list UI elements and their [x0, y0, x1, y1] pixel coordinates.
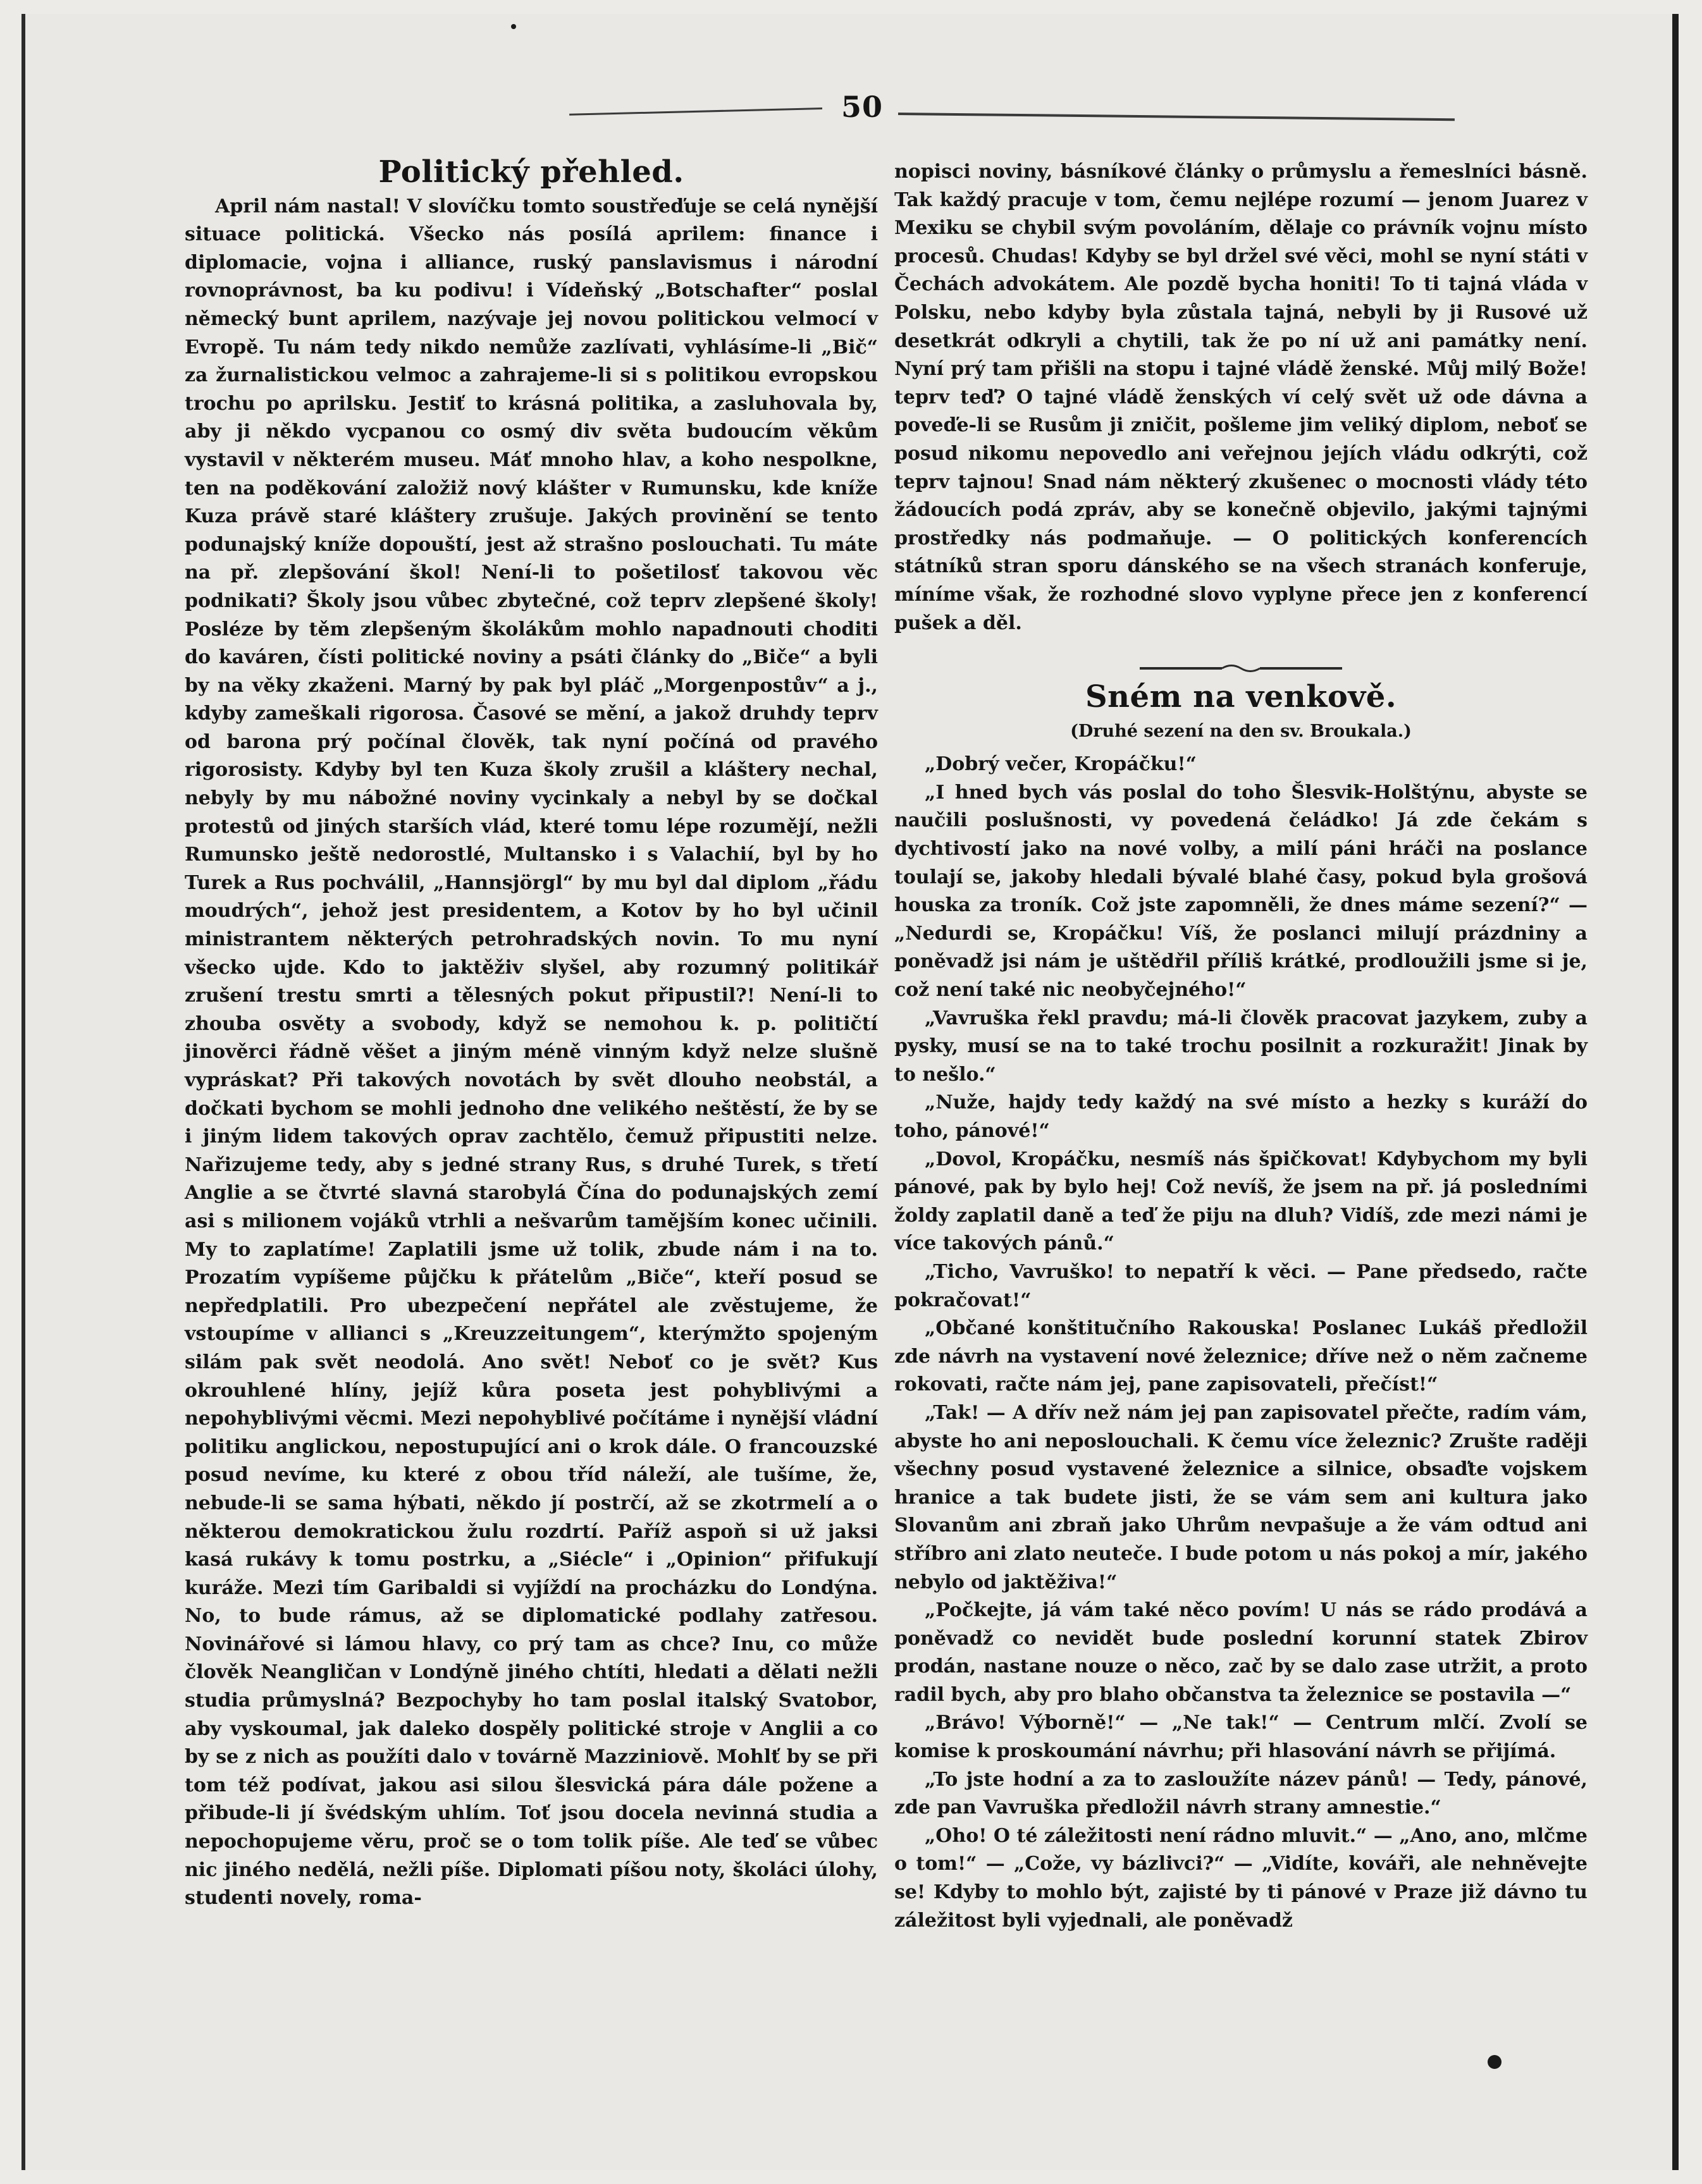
- ink-speckle: [1488, 2055, 1502, 2069]
- paragraph: „I hned bych vás poslal do toho Šlesvik-Holštýnu, abyste se naučili poslušnosti, vy povedená čeládko! Já zde čekám s dychtivostí jako na nové volby, a milí páni hráči na poslance toulají se, jakoby hledali bývalé blahé časy, pokud byla grošová houska za troník. Což jste zapomněli, že dnes máme sezení?“ — „Nedurdi se, Kropáčku! Víš, že poslanci milují prázdniny a poněvadž jsi nám je uštědřil příliš krátké, prodloužili jsme si je, což není také nic neobyčejného!“: [894, 781, 1588, 1002]
- paragraph: „Občané konštitučního Rakouska! Poslanec Lukáš předložil zde návrh na vystavení nové železnice; dříve než o něm začneme rokovati, račte nám jej, pane zapisovateli, přečíst!“: [894, 1317, 1588, 1396]
- paragraph: April nám nastal! V slovíčku tomto soustřeďuje se celá nynější situace politická. Všecko nás posílá aprilem: finance i diplomacie, vojna i alliance, ruský panslavismus i národní rovnoprávnost, ba ku podivu! i Vídeňský „Botschafter“ poslal německý bunt aprilem, nazývaje jej novou politickou velmocí v Evropě. Tu nám tedy nikdo nemůže zazlívati, vyhlásíme-li „Bič“ za žurnalistickou velmoc a zahrajeme-li si s politikou evropskou trochu po aprilsku. Jestiť to krásná politika, a zasluhovala by, aby ji někdo vycpanou co osmý div světa budoucím věkům vystavil v některém museu. Máť mnoho hlav, a koho nespolkne, ten na poděkování založiž nový klášter v Rumunsku, kde kníže Kuza právě staré kláštery zrušuje. Jakých provinění se tento podunajský kníže dopouští, jest až strašno poslouchati. Tu máte na př. zlepšování škol! Není-li to pošetilosť takovou věc podnikati? Školy jsou vůbec zbytečné, což teprv zlepšené školy! Posléze by těm zlepšeným školákům mohlo napadnouti choditi do kaváren, čísti politické noviny a psáti články do „Biče“ a byli by na věky zkaženi. Marný by pak byl pláč „Morgenpostův“ a j., kdyby zameškali rigorosa. Časové se mění, a jakož druhdy teprv od barona prý počínal člověk, tak nyní počíná od pravého rigorosisty. Kdyby byl ten Kuza školy zrušil a kláštery nechal, nebyly by mu nábožné noviny vycinkaly a nebyl by se dočkal protestů od jiných starších vlád, které tomu lépe rozumějí, nežli Rumunsko ještě nedorostlé, Multansko i s Valachií, byl by ho Turek a Rus pochválil, „Hannsjörgl“ by mu byl dal diplom „řádu moudrých“, jehož jest presidentem, a Kotov by ho byl učinil ministrantem některých petrohradských novin. To mu nyní všecko ujde. Kdo to jaktěživ slyšel, aby rozumný politikář zrušení trestu smrti a tělesných pokut připustil?! Není-li to zhouba osvěty a svobody, když se nemohou k. p. političtí jinověrci řádně věšet a jiným méně vinným když nelze slušně vypráskat? Při takových novotách by svět dlouho neobstál, a dočkati bychom se mohli jednoho dne velikého neštěstí, že by se i jiným lidem takových oprav zachtělo, čemuž připustiti nelze. Nařizujeme tedy, aby s jedné strany Rus, s druhé Turek, s třetí Anglie a se čtvrté slavná starobylá Čína do podunajských zemí asi s milionem vojáků vtrhli a nešvarům tamějším konec učinili. My to zaplatíme! Zaplatili jsme už tolik, zbude nám i na to. Prozatím vypíšeme půjčku k přátelům „Biče“, kteří posud se nepředplatili. Pro ubezpečení nepřátel ale zvěstujeme, že vstoupíme v allianci s „Kreuzzeitungem“, kterýmžto spojeným silám pak svět neodolá. Ano svět! Neboť co je svět? Kus okrouhlené hlíny, jejíž kůra poseta jest pohyblivými a nepohyblivými věcmi. Mezi nepohyblivé počítáme i nynější vládní politiku anglickou, nepostupující ani o krok dále. O francouzské posud nevíme, ku které z obou tříd náleží, ale tušíme, že, nebude-li se sama hýbati, někdo jí postrčí, až se zkotrmelí a o některou demokratickou žulu rozdrtí. Paříž aspoň si už jaksi kasá rukávy k tomu postrku, a „Siécle“ i „Opinion“ přifukují kuráže. Mezi tím Garibaldi si vyjíždí na procházku do Londýna. No, to bude rámus, až se diplomatické podlahy zatřesou. Novinářové si lámou hlavy, co prý tam as chce? Inu, co může člověk Neangličan v Londýně jiného chtíti, hledati a dělati nežli studia průmyslná? Bezpochyby ho tam poslal italský Svatobor, aby vyskoumal, jak daleko dospěly politické stroje v Anglii a co by se z nich as použíti dalo v továrně Mazziniově. Mohlť by se při tom též podívat, jakou asi silou šlesvická pára dále požene a přibude-li jí švédským uhlím. Toť jsou docela nevinná studia a nepochopujeme věru, proč se o tom tolik píše. Ale teď se vůbec nic jiného nedělá, nežli píše. Diplomati píšou noty, školáci úlohy, studenti novely, roma-: [185, 195, 878, 1910]
- paragraph-continuation: nopisci noviny, básníkové články o průmyslu a řemeslníci básně. Tak každý pracuje v tom, čemu nejlépe rozumí — jenom Juarez v Mexiku se chybil svým povoláním, dělaje co právník vojnu místo procesů. Chudas! Kdyby se byl držel své věci, mohl se nyní státi v Čechách advokátem. Ale pozdě bycha honiti! To ti tajná vláda v Polsku, nebo kdyby byla zůstala tajná, nebyli by ji Rusové už desetkrát odkryli a chytili, tak že po ní už ani památky není. Nyní prý tam přišli na stopu i tajné vládě ženské. Můj milý Bože! teprv teď? O tajné vládě ženských ví celý svět už ode dávna a poveďe-li se Rusům ji zničit, pošleme jim veliký diplom, neboť se posud nikomu nepovedlo ani veřejnou jejích vládu odkrýti, což teprv tajnou! Snad nám některý zkušenec o mocnosti vlády této žádoucích podá zpráv, aby se konečně objevilo, jakými tajnými prostředky nás podmaňuje. — O politických konferencích státníků stran sporu dánského se na všech stranách konferuje, míníme však, že rozhodné slovo vyplyne přece jen z konferencí pušek a děl.: [894, 161, 1588, 634]
- paragraph: „Počkejte, já vám také něco povím! U nás se rádo prodává a poněvadž co nevidět bude poslední korunní statek Zbirov prodán, nastane nouze o něco, zač by se dalo zase utržit, a proto radil bych, aby pro blaho občanstva ta železnice se postavila —“: [894, 1599, 1588, 1706]
- section-title-political-review: Politický přehled.: [378, 154, 684, 190]
- paragraph: „Ticho, Vavruško! to nepatří k věci. — Pane předsedo, račte pokračovat!“: [894, 1260, 1588, 1311]
- ink-speckle: [511, 24, 516, 29]
- paragraph: „To jste hodní a za to zasloužíte název pánů! — Tedy, pánové, zde pan Vavruška předložil návrh strany amnestie.“: [894, 1768, 1588, 1819]
- paragraph: „Nuže, hajdy tedy každý na své místo a hezky s kuráží do toho, pánové!“: [894, 1091, 1588, 1142]
- section-subtitle: (Druhé sezení na den sv. Broukala.): [1070, 721, 1412, 741]
- paragraph: „Dovol, Kropáčku, nesmíš nás špičkovat! Kdybychom my byli pánové, pak by bylo hej! Což nevíš, že jsem na př. já posledními žoldy zaplatil daně a teď že piju na dluh? Vidíš, zde mezi námi je více takových pánů.“: [894, 1148, 1588, 1255]
- paragraph: „Oho! O té záležitosti není rádno mluvit.“ — „Ano, ano, mlčme o tom!“ — „Cože, vy bázlivci?“ — „Vidíte, kováři, ale nehněvejte se! Kdyby to mohlo být, zajisté by ti pánové v Praze již dávno tu záležitost byli vyjednali, ale poněvadž: [894, 1824, 1588, 1932]
- paragraph: „Dobrý večer, Kropáčku!“: [925, 753, 1197, 776]
- paragraph: „Brávo! Výborně!“ — „Ne tak!“ — Centrum mlčí. Zvolí se komise k proskoumání návrhu; při hlasování návrh se přijímá.: [894, 1712, 1588, 1763]
- paragraph: „Vavruška řekl pravdu; má-li člověk pracovat jazykem, zuby a pysky, musí se na to také trochu posilnit a rozkuražit! Jinak by to nešlo.“: [894, 1007, 1588, 1086]
- left-column: [185, 154, 878, 1913]
- divider-ornament: [1140, 663, 1342, 674]
- section-title-village-diet: Sném na venkově.: [1085, 679, 1397, 715]
- right-column: [894, 158, 1588, 1935]
- paragraph: „Tak! — A dřív než nám jej pan zapisovatel přečte, radím vám, abyste ho ani neposlouchali. K čemu více železnic? Zrušte raději všechny posud vystavené železnice a silnice, obsaďte vojskem hranice a tak budete jisti, že se vám sem ani kultura jako Slovanům ani zbraň jako Uhrům nevpašuje a že vám odtud ani stříbro ani zlato neuteče. I bude potom u nás pokoj a mír, jakého nebylo od jaktěživa!“: [894, 1401, 1588, 1593]
- page-number: 50: [841, 90, 884, 124]
